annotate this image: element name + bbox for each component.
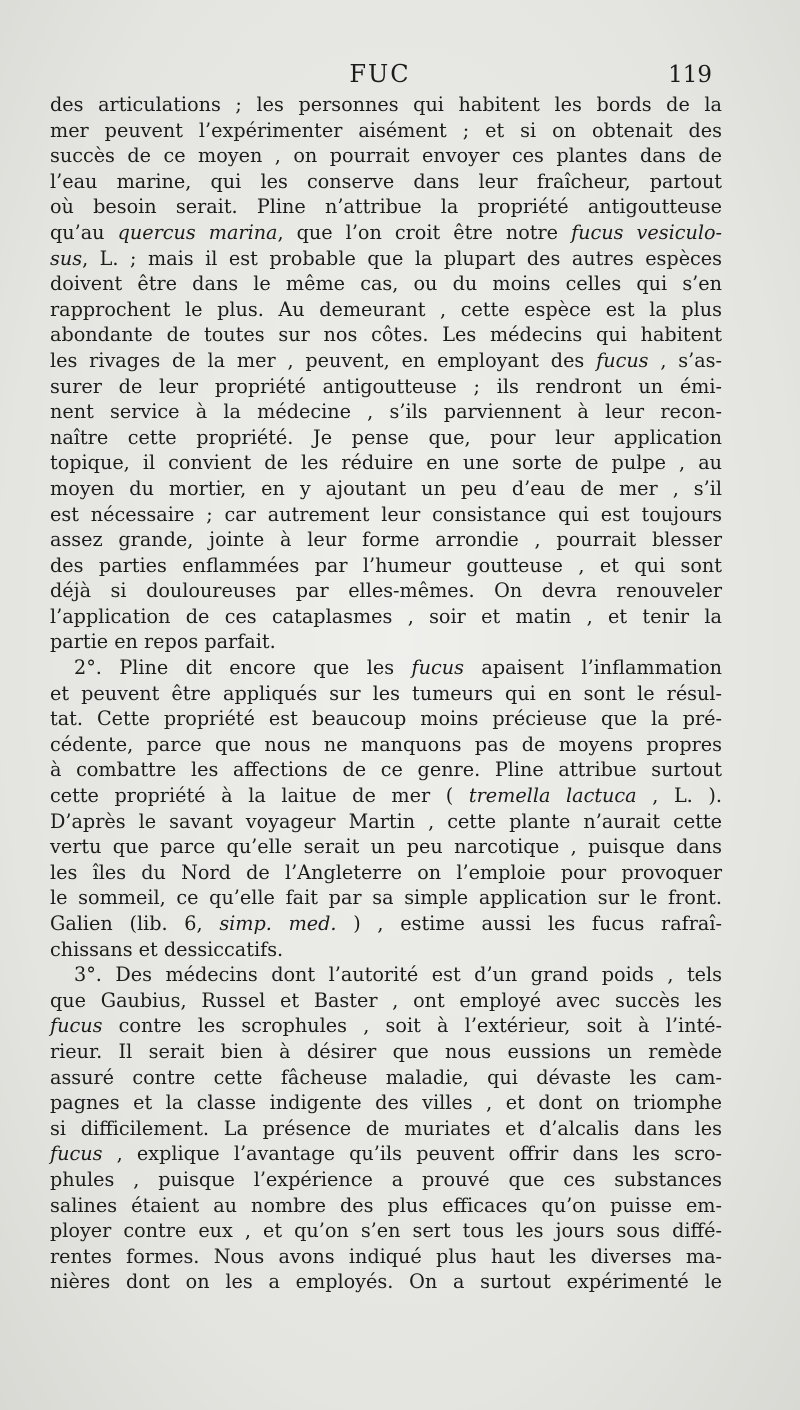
text-line (50, 425, 722, 451)
text-line (50, 1039, 722, 1065)
text-line (50, 502, 722, 528)
text-line (50, 374, 722, 400)
text-run: cette propriété à la laitue de mer ( (50, 784, 469, 808)
italic-term: fucus (596, 348, 649, 372)
text-line (50, 1013, 722, 1039)
text-run: mer peuvent l’expérimenter aisément ; et si on obtenait des (50, 118, 722, 142)
text-run: l’eau marine, qui les conserve dans leur fraîcheur, partout (50, 169, 722, 193)
text-run: salines étaient au nombre des plus efficaces qu’on puisse em- (50, 1193, 722, 1217)
text-run: contre les scrophules , soit à l’extérieur, soit à l’inté- (102, 1014, 722, 1038)
text-run: moyen du mortier, en y ajoutant un peu d’eau de mer , s’il (50, 476, 722, 500)
text-line (50, 143, 722, 169)
text-run: succès de ce moyen , on pourrait envoyer ces plantes dans de (50, 144, 722, 168)
text-run: surer de leur propriété antigoutteuse ; ils rendront un émi- (50, 374, 722, 398)
text-run: est nécessaire ; car autrement leur consistance qui est toujours (50, 502, 722, 526)
text-run: D’après le savant voyageur Martin , cette plante n’aurait cette (50, 809, 722, 833)
text-line (50, 92, 722, 118)
text-run: , s’as- (648, 348, 722, 372)
text-line (50, 1167, 722, 1193)
text-line (50, 476, 722, 502)
text-line (50, 757, 722, 783)
text-run: rentes formes. Nous avons indiqué plus haut les diverses ma- (50, 1244, 722, 1268)
text-line (50, 962, 722, 988)
text-run: nières dont on les a employés. On a surtout expérimenté le (50, 1270, 722, 1294)
text-run: que Gaubius, Russel et Baster , ont employé avec succès les (50, 988, 722, 1012)
text-run: , L. ). (636, 784, 722, 808)
text-run: chissans et dessiccatifs. (50, 937, 284, 961)
text-run: , explique l’avantage qu’ils peuvent offrir dans les scro- (102, 1142, 722, 1166)
text-run: déjà si douloureuses par elles-mêmes. On devra renouveler (50, 579, 722, 603)
text-run: partie en repos parfait. (50, 630, 276, 654)
text-run: phules , puisque l’expérience a prouvé que ces substances (50, 1167, 722, 1191)
text-run: apaisent l’inflammation (463, 656, 722, 680)
italic-term: fucus (50, 1142, 103, 1166)
text-line (50, 118, 722, 144)
text-run: des articulations ; les personnes qui habitent les bords de la (50, 93, 722, 116)
text-line (50, 450, 722, 476)
italic-term: fucus (50, 1014, 103, 1038)
italic-term: fucus (411, 656, 464, 680)
running-head: FUC (349, 60, 411, 88)
text-run: et peuvent être appliqués sur les tumeurs qui en sont le résul- (50, 681, 722, 705)
text-run: , que l’on croit être notre (277, 220, 572, 244)
text-run: pagnes et la classe indigente des villes , et dont on triomphe (50, 1091, 722, 1115)
text-line (50, 911, 722, 937)
text-run: nent service à la médecine , s’ils parviennent à leur recon- (50, 400, 722, 424)
text-line (50, 1244, 722, 1270)
body-text (50, 92, 722, 1295)
text-run: rieur. Il serait bien à désirer que nous eussions un remède (50, 1039, 722, 1063)
text-line (50, 937, 722, 963)
text-line (50, 706, 722, 732)
italic-term: tremella lactuca (468, 784, 637, 808)
text-line (50, 783, 722, 809)
text-run: à combattre les affections de ce genre. Pline attribue surtout (50, 758, 722, 782)
text-line (50, 860, 722, 886)
text-run: Galien (lib. 6, (50, 912, 220, 935)
text-line (50, 1269, 722, 1295)
text-run: 2°. Pline dit encore que les (74, 656, 412, 680)
text-run: vertu que parce qu’elle serait un peu narcotique , puisque dans (50, 835, 722, 859)
text-run: les rivages de la mer , peuvent, en employant des (50, 348, 597, 372)
text-line (50, 1218, 722, 1244)
text-line (50, 1116, 722, 1142)
text-run: 3°. Des médecins dont l’autorité est d’un grand poids , tels (74, 963, 722, 987)
text-line (50, 809, 722, 835)
text-line (50, 988, 722, 1014)
text-run: rapprochent le plus. Au demeurant , cette espèce est la plus (50, 297, 722, 321)
text-run: qu’au (50, 220, 118, 244)
text-line (50, 169, 722, 195)
text-run: cédente, parce que nous ne manquons pas de moyens propres (50, 732, 722, 756)
text-run: le sommeil, ce qu’elle fait par sa simple application sur le front. (50, 886, 722, 910)
text-run: assuré contre cette fâcheuse maladie, qui dévaste les cam- (50, 1065, 722, 1089)
text-run: abondante de toutes sur nos côtes. Les médecins qui habitent (50, 323, 722, 347)
text-line (50, 732, 722, 758)
text-run: les îles du Nord de l’Angleterre on l’emploie pour provoquer (50, 860, 722, 884)
text-run: assez grande, jointe à leur forme arrondie , pourrait blesser (50, 528, 722, 552)
text-line (50, 194, 722, 220)
text-run: topique, il convient de les réduire en une sorte de pulpe , au (50, 451, 722, 475)
text-line (50, 220, 722, 246)
italic-term: fucus vesiculo- (571, 220, 722, 244)
text-run: si difficilement. La présence de muriates et d’alcalis dans les (50, 1116, 722, 1140)
text-line (50, 553, 722, 579)
italic-term: simp. med. (219, 912, 337, 935)
text-line (50, 1090, 722, 1116)
italic-term: quercus marina (117, 220, 278, 244)
text-line (50, 834, 722, 860)
text-line (50, 527, 722, 553)
page-header (50, 60, 710, 96)
text-run: ployer contre eux , et qu’on s’en sert tous les jours sous diffé- (50, 1219, 722, 1243)
text-line (50, 655, 722, 681)
text-run: des parties enflammées par l’humeur goutteuse , et qui sont (50, 553, 722, 577)
text-line (50, 348, 722, 374)
text-run: où besoin serait. Pline n’attribue la propriété antigoutteuse (50, 195, 722, 219)
text-line (50, 322, 722, 348)
text-line (50, 1065, 722, 1091)
text-run: l’application de ces cataplasmes , soir et matin , et tenir la (50, 604, 722, 628)
text-run: doivent être dans le même cas, ou du moins celles qui s’en (50, 272, 722, 296)
text-line (50, 629, 722, 655)
text-line (50, 297, 722, 323)
text-line (50, 1193, 722, 1219)
text-line (50, 578, 722, 604)
text-run: tat. Cette propriété est beaucoup moins précieuse que la pré- (50, 707, 722, 731)
text-line (50, 399, 722, 425)
page-number: 119 (668, 62, 712, 88)
text-run: naître cette propriété. Je pense que, pour leur application (50, 425, 722, 449)
text-line (50, 271, 722, 297)
text-run: , L. ; mais il est probable que la plupart des autres espèces (82, 246, 722, 270)
text-line (50, 246, 722, 272)
italic-term: sus (50, 246, 83, 270)
text-line (50, 1141, 722, 1167)
text-run: ) , estime aussi les fucus rafraî- (336, 912, 722, 935)
text-line (50, 885, 722, 911)
text-line (50, 604, 722, 630)
text-line (50, 681, 722, 707)
